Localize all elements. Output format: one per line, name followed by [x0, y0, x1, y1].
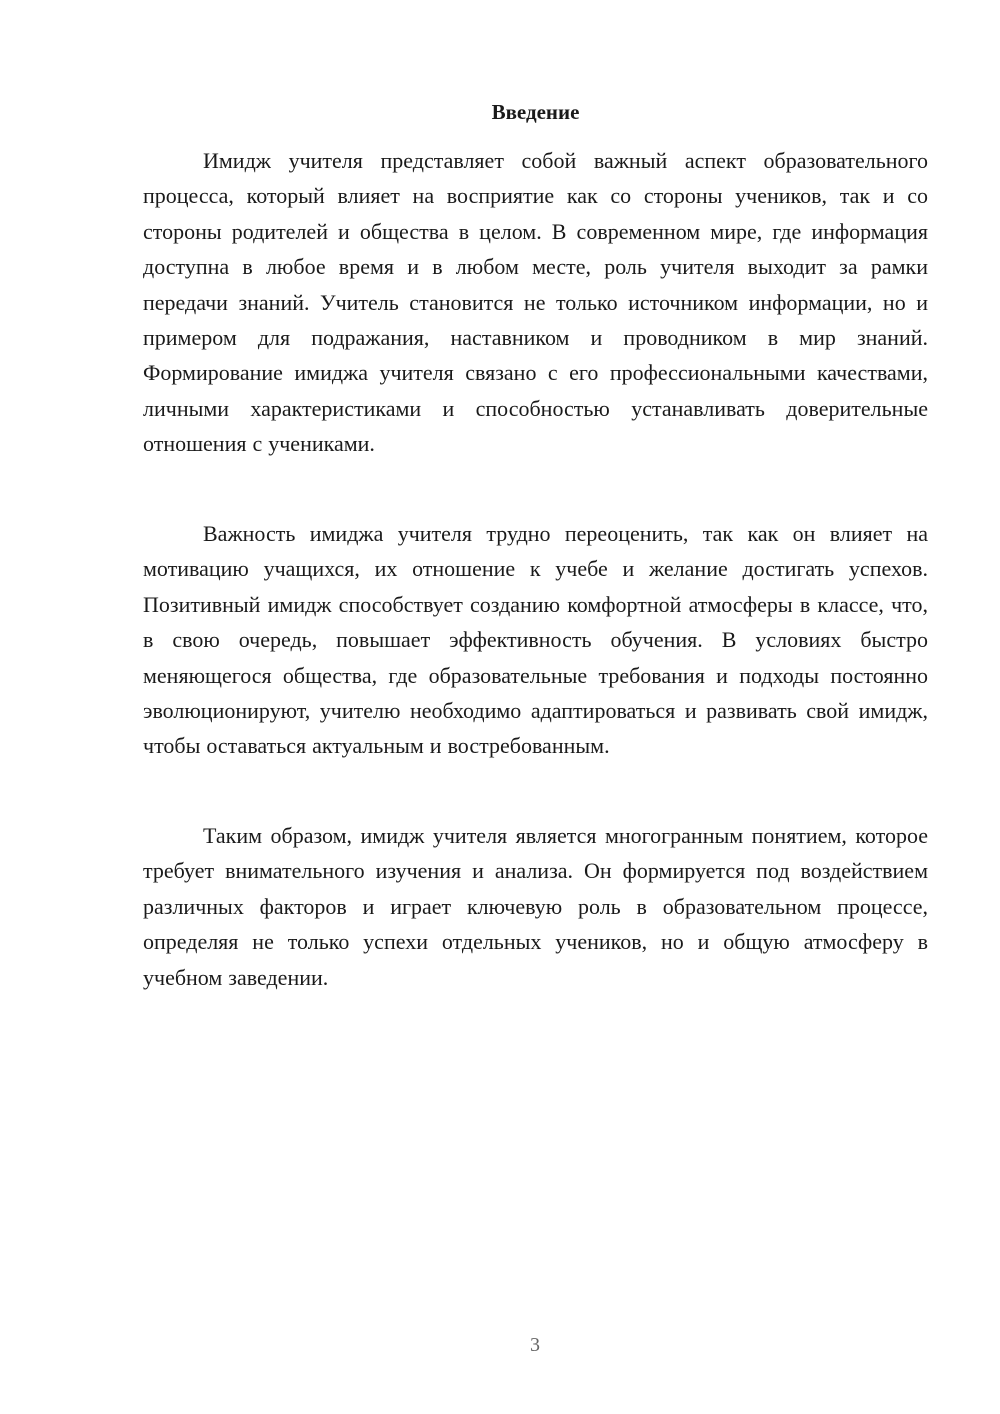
paragraph: Имидж учителя представляет собой важный аспект образовательного процесса, который влияет на восприятие как со стороны учеников, так и со стороны родителей и общества в целом. В современном мире, где информация доступна в любое время и в любом месте, роль учителя выходит за рамки передачи знаний. Учитель становится не только источником информации, но и примером для подражания, наставником и проводником в мир знаний. Формирование имиджа учителя связано с его профессиональными качествами, личными характеристиками и способностью устанавливать доверительные отношения с учениками.: [143, 148, 928, 457]
paragraph-block-3: [143, 818, 928, 995]
paragraph: Важность имиджа учителя трудно переоценить, так как он влияет на мотивацию учащихся, их отношение к учебе и желание достигать успехов. Позитивный имидж способствует созданию комфортной атмосферы в классе, что, в свою очередь, повышает эффективность обучения. В условиях быстро меняющегося общества, где образовательные требования и подходы постоянно эволюционируют, учителю необходимо адаптироваться и развивать свой имидж, чтобы оставаться актуальным и востребованным.: [143, 521, 928, 759]
paragraph-block-2: [143, 516, 928, 764]
paragraph-block-1: [143, 143, 928, 462]
section-heading: Введение: [491, 100, 580, 124]
page-number: 3: [530, 1334, 540, 1356]
paragraph: Таким образом, имидж учителя является многогранным понятием, которое требует внимательного изучения и анализа. Он формируется под воздействием различных факторов и играет ключевую роль в образовательном процессе, определяя не только успехи отдельных учеников, но и общую атмосферу в учебном заведении.: [143, 823, 928, 990]
